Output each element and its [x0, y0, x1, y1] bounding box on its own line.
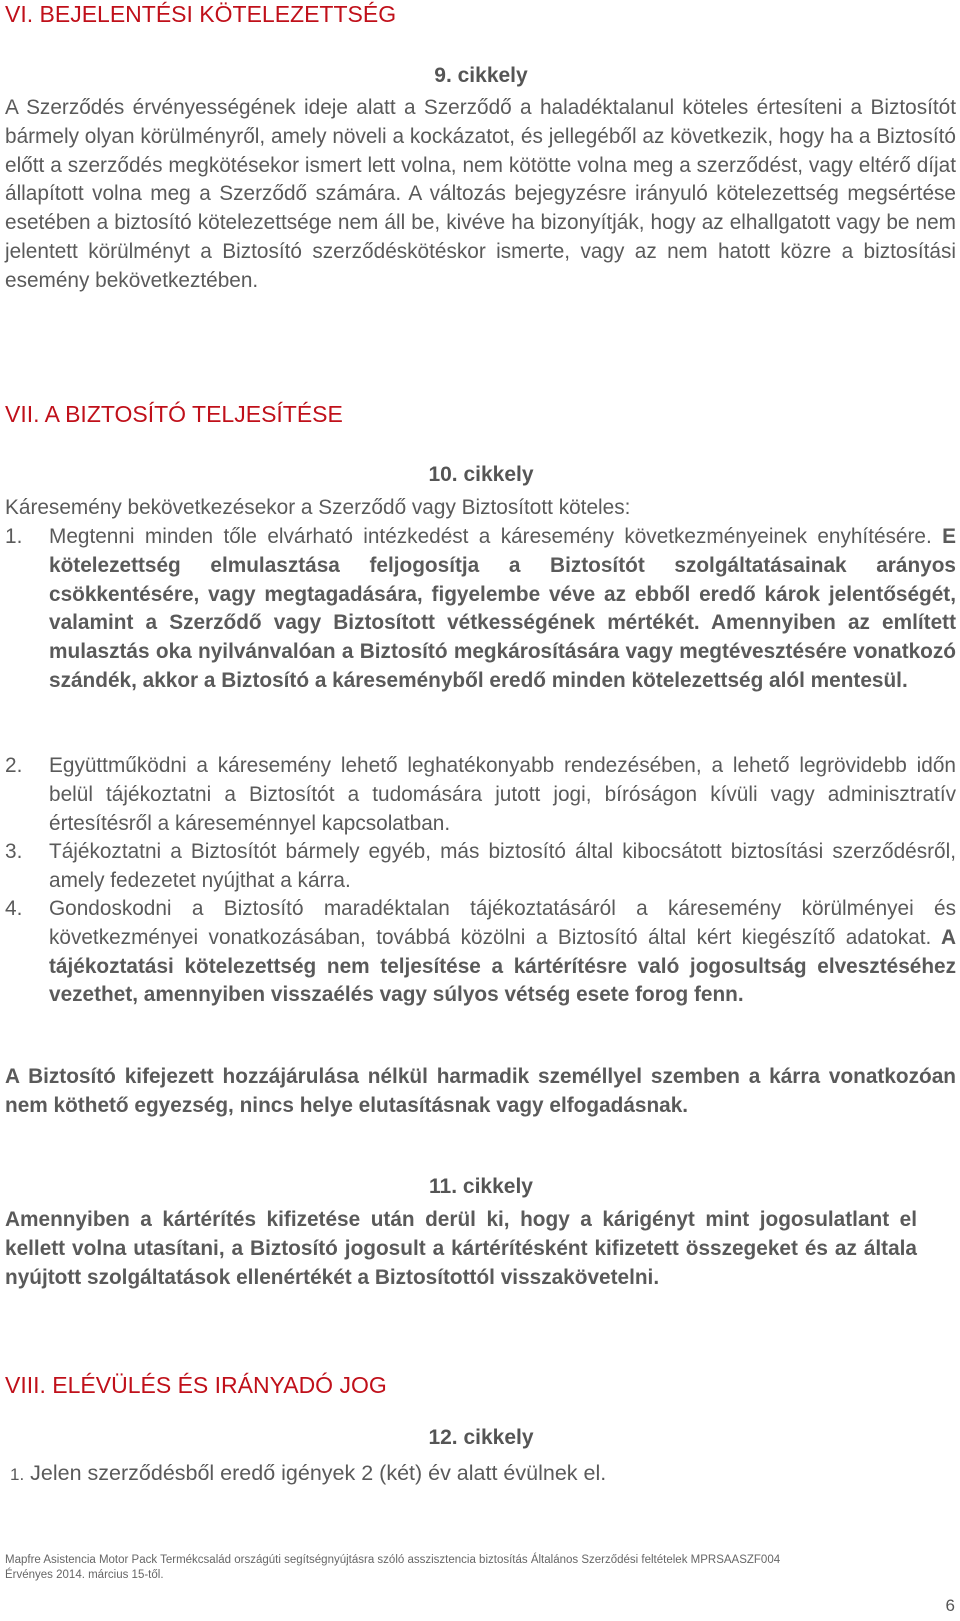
article-10-intro: Káresemény bekövetkezésekor a Szerződő vagy Biztosított köteles: [5, 496, 631, 519]
section-heading-vii: VII. A BIZTOSÍTÓ TELJESÍTÉSE [5, 401, 343, 427]
page-number: 6 [945, 1596, 955, 1615]
item-4-bold-text: A tájékoztatási kötelezettség nem teljesítése a kártérítésre való jogosultság elvesztéséhez vezethet, amennyiben visszaélés vagy súlyos vétség esete forog fenn. [49, 925, 956, 1007]
item-number: 1. [10, 1465, 25, 1484]
item-text [49, 523, 956, 696]
article-10-item-2 [5, 752, 956, 838]
article-9-text-b: A változás bejegyzésre irányuló kötelezettség megsértése esetében a biztosító kötelezettsége nem áll be, kivéve ha bizonyítják, hogy az elhallgatott vagy be nem jelentett körülményt a Biztosító szerződéskötéskor ismerte, vagy az nem hatott közre a biztosítási esemény bekövetkeztében. [5, 182, 956, 292]
item-2-text: Együttműködni a káresemény lehető leghatékonyabb rendezésében, a lehető legrövidebb időn belül tájékoztatni a Biztosítót a tudomására jutott jogi, bíróságon kívüli vagy adminisztratív értesítésről a káreseménnyel kapcsolatban. [49, 754, 956, 835]
item-3-text: Tájékoztatni a Biztosítót bármely egyéb, más biztosító által kibocsátott biztosítási szerződésről, amely fedezetet nyújthat a kárra. [49, 840, 956, 892]
item-1-text: Megtenni minden tőle elvárható intézkedést a káresemény következményeinek enyhítésére. [49, 525, 932, 548]
section-heading-viii: VIII. ELÉVÜLÉS ÉS IRÁNYADÓ JOG [5, 1372, 387, 1398]
item-4-text: Gondoskodni a Biztosító maradéktalan tájékoztatásáról a káresemény körülményei és következményei vonatkozásában, továbbá közölni a Biztosító által kért kiegészítő adatokat. [49, 897, 956, 949]
article-12-item-1-text: Jelen szerződésből eredő igények 2 (két) év alatt évülnek el. [24, 1461, 607, 1485]
footer-document-title: Mapfre Asistencia Motor Pack Termékcsalád országúti segítségnyújtásra szóló asszisztencia biztosítás Általános Szerződési feltételek MPRSAASZF004 [5, 1554, 781, 1566]
article-11-text: Amennyiben a kártérítés kifizetése után derül ki, hogy a kárigényt mint jogosulatlant el kellett volna utasítani, a Biztosító jogosult a kártérítésként kifizetett összegeket és az általa nyújtott szolgáltatások ellenértékét a Biztosítottól visszakövetelni. [5, 1208, 917, 1289]
item-number: 1. [5, 525, 23, 548]
article-10-item-4 [5, 895, 956, 1010]
item-text [49, 895, 956, 1010]
item-number: 3. [5, 840, 23, 863]
article-9-heading: 9. cikkely [434, 64, 528, 87]
article-9-paragraph [5, 94, 956, 296]
article-12-heading: 12. cikkely [428, 1426, 534, 1449]
article-10-item-3 [5, 838, 956, 896]
article-10-item-1 [5, 523, 956, 696]
item-number: 4. [5, 897, 23, 920]
item-number: 2. [5, 754, 23, 777]
article-10-heading: 10. cikkely [428, 463, 534, 486]
article-11-heading: 11. cikkely [429, 1175, 533, 1198]
footer-valid-from: Érvényes 2014. március 15-től. [5, 1568, 164, 1581]
article-9-text-a: A Szerződés érvényességének ideje alatt a Szerződő a haladéktalanul köteles értesíteni a Biztosítót bármely olyan körülményről, amely növeli a kockázatot, és jellegéből az következik, hogy ha a Biztosító előtt a szerződés megkötésekor ismert lett volna, nem kötötte volna meg a szerződést, vagy eltérő díjat állapított volna meg a Szerződő számára. [5, 96, 956, 206]
section-heading-vi: VI. BEJELENTÉSI KÖTELEZETTSÉG [5, 1, 397, 27]
item-1-bold-text: E kötelezettség elmulasztása feljogosítja a Biztosítót szolgáltatásainak arányos csökkentésére, vagy megtagadására, figyelembe véve az ebből eredő károk jelentőségét, valamint a Szerződő vagy Biztosított vétkességének mértékét. Amennyiben az említett mulasztás oka nyilvánvalóan a Biztosító megkárosítására vagy megtévesztésére vonatkozó szándék, akkor a Biztosító a káreseményből eredő minden kötelezettség alól mentesül. [49, 525, 957, 692]
article-12-item-1 [10, 1459, 960, 1490]
article-10-closing: A Biztosító kifejezett hozzájárulása nélkül harmadik személlyel szemben a kárra vonatkozóan nem köthető egyezség, nincs helye elutasításnak vagy elfogadásnak. [5, 1065, 956, 1117]
page-footer [5, 1553, 780, 1582]
